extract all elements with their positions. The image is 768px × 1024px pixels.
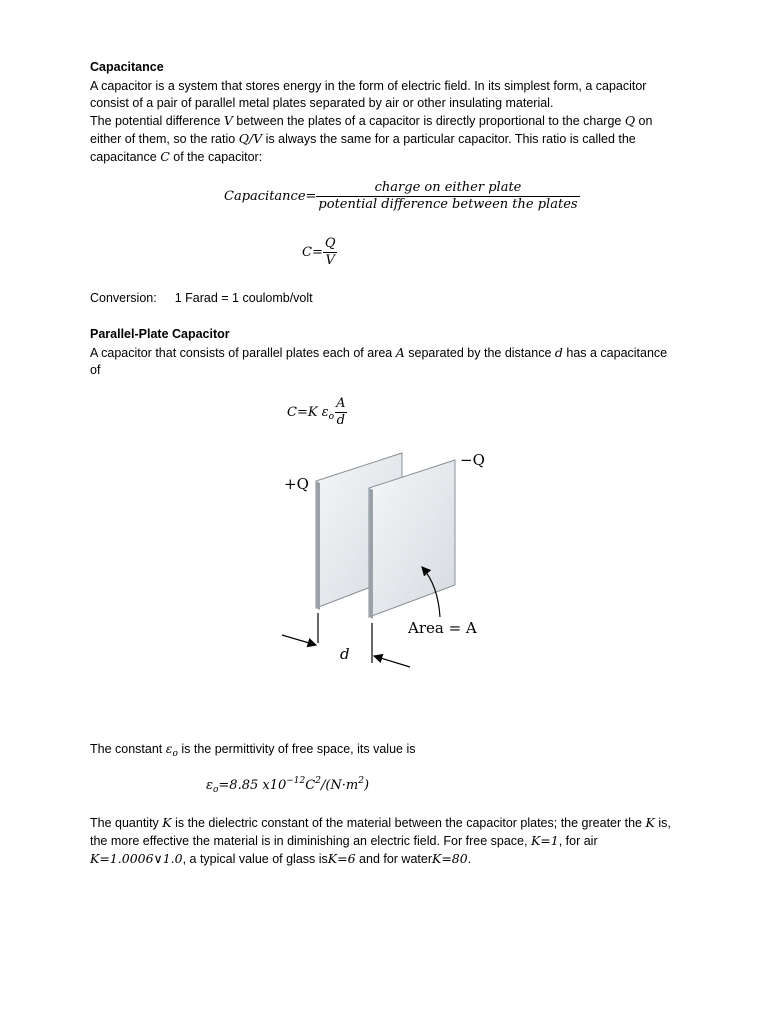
heading-parallel-plate-capacitor: Parallel-Plate Capacitor [90, 327, 230, 341]
conversion-value: 1 Farad = 1 coulomb/volt [174, 291, 313, 305]
front-plate [369, 460, 455, 617]
minus-q-label: −Q [460, 451, 485, 469]
distance-label: d [340, 645, 350, 663]
d-arrow-left [282, 635, 316, 645]
equation-parallel-plate-capacitance: C=K $\varepsilon_o$ $\frac{A}{d}$ [287, 396, 346, 428]
paragraph-parallel-plate: A capacitor that consists of parallel plates each of area A separated by the distance d has a capacitance of [90, 345, 668, 377]
heading-capacitance: Capacitance [90, 60, 164, 74]
d-arrow-right [374, 656, 410, 667]
paragraph-capacitor-intro: A capacitor is a system that stores energy in the form of electric field. In its simplest form, a capacitor consist of a pair of parallel metal plates separated by air or other insulating material. [90, 79, 647, 110]
conversion-line [90, 290, 680, 307]
conversion-label: Conversion: [90, 291, 157, 305]
paragraph-permittivity: The constant $\varepsilon_o$ is the permittivity of free space, its value is [90, 741, 416, 759]
paragraph-potential-difference: The potential difference V between the plates of a capacitor is directly proportional to the charge Q on either of them, so the ratio Q/V is always the same for a particular capacitor. This ratio is called the capacitance C of the capacitor: [90, 113, 653, 164]
plus-q-label: +Q [284, 475, 309, 493]
equation-capacitance-definition: Capacitance= $\frac{\text{charge on either plate}}{\text{potential difference between the plates}}$ [224, 180, 578, 212]
equation-c-equals-q-over-v: C= $\frac{Q}{V}$ [302, 236, 336, 268]
area-label: Area = A [408, 619, 477, 637]
parallel-plate-diagram [270, 445, 500, 675]
equation-permittivity-value: $\varepsilon_o=8.85$ $x10^{-12}C^2/(N\cdot m^2)$ [206, 776, 370, 795]
paragraph-dielectric-constant: The quantity K is the dielectric constant of the material between the capacitor plates; the greater the K is, the more effective the material is in diminishing an electric field. For free space, K=1, for air K=1.0006∨1.0, a typical value of glass isK=6 and for waterK=80. [90, 815, 671, 866]
